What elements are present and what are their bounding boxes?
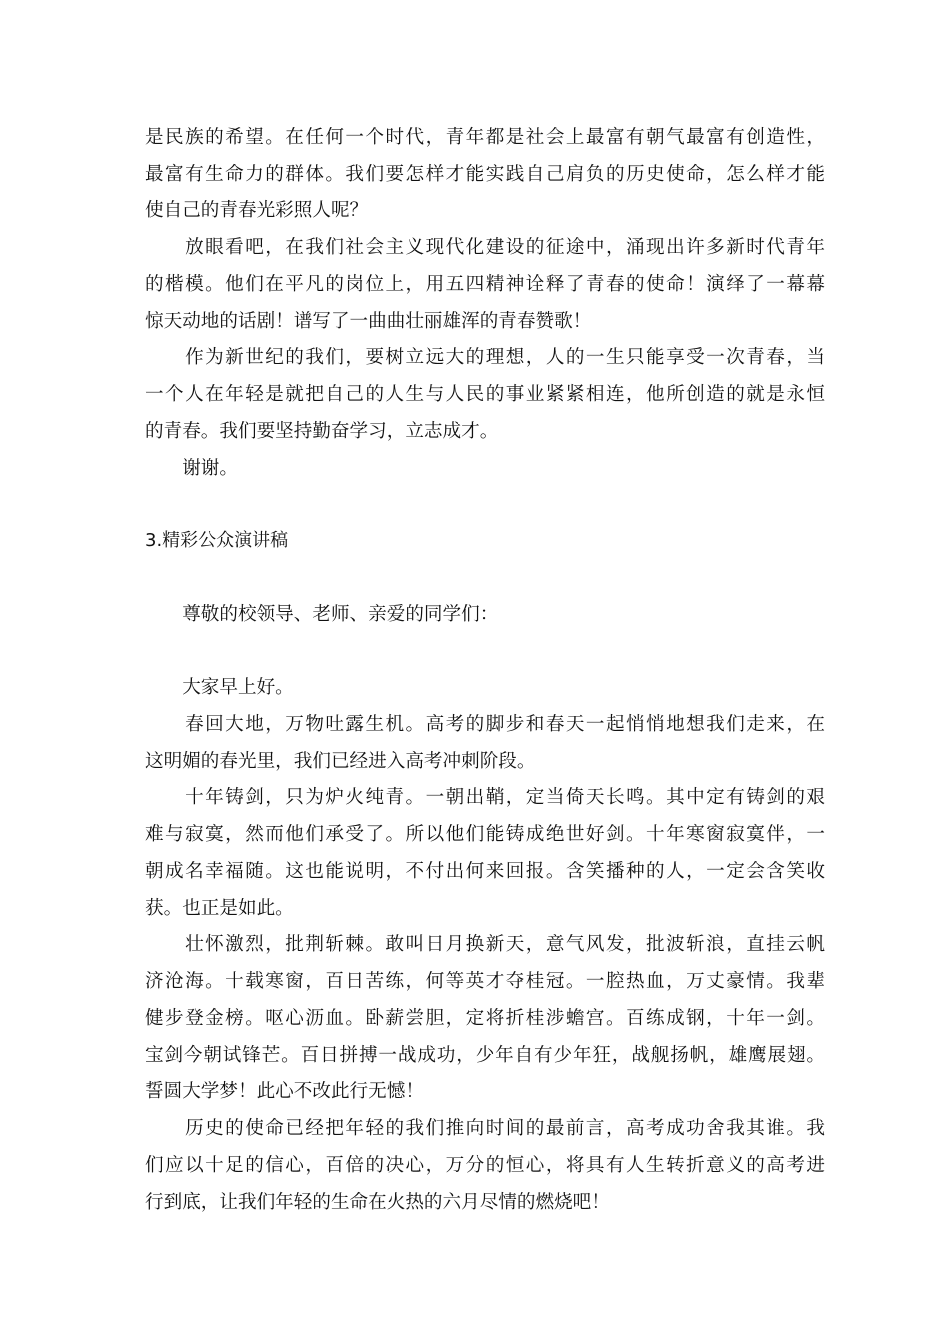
text-line: 们应以十足的信心，百倍的决心，万分的恒心，将具有人生转折意义的高考进	[145, 1155, 825, 1176]
text-line: 使自己的青春光彩照人呢？	[145, 200, 369, 221]
text-line: 惊天动地的话剧！谱写了一曲曲壮丽雄浑的青春赞歌！	[145, 311, 592, 332]
text-line: 谢谢。	[145, 458, 238, 479]
text-line: 宝剑今朝试锋芒。百日拼搏一战成功，少年自有少年狂，战舰扬帆，雄鹰展翅。	[145, 1045, 825, 1066]
text-line: 难与寂寞，然而他们承受了。所以他们能铸成绝世好剑。十年寒窗寂寞伴，一	[145, 824, 825, 845]
text-line: 济沧海。十载寒窗，百日苦练，何等英才夺桂冠。一腔热血，万丈豪情。我辈	[145, 971, 825, 992]
text-line: 行到底，让我们年轻的生命在火热的六月尽情的燃烧吧！	[145, 1192, 610, 1213]
section-heading: 3.精彩公众演讲稿	[145, 530, 289, 551]
text-line: 春回大地，万物吐露生机。高考的脚步和春天一起悄悄地想我们走来，在	[145, 714, 825, 735]
greeting: 大家早上好。	[145, 677, 294, 698]
text-line: 誓圆大学梦！此心不改此行无憾！	[145, 1081, 424, 1102]
text-line: 十年铸剑，只为炉火纯青。一朝出鞘，定当倚天长鸣。其中定有铸剑的艰	[145, 787, 825, 808]
text-line: 放眼看吧，在我们社会主义现代化建设的征途中，涌现出许多新时代青年	[145, 237, 825, 258]
text-line: 的楷模。他们在平凡的岗位上，用五四精神诠释了青春的使命！演绎了一幕幕	[145, 274, 825, 295]
text-line: 健步登金榜。呕心沥血。卧薪尝胆，定将折桂涉蟾宫。百练成钢，十年一剑。	[145, 1008, 825, 1029]
salutation: 尊敬的校领导、老师、亲爱的同学们：	[145, 604, 499, 625]
text-line: 壮怀激烈，批荆斩棘。敢叫日月换新天，意气风发，批波斩浪，直挂云帆	[145, 934, 825, 955]
text-line: 历史的使命已经把年轻的我们推向时间的最前言，高考成功舍我其谁。我	[145, 1118, 825, 1139]
text-line: 是民族的希望。在任何一个时代，青年都是社会上最富有朝气最富有创造性，	[145, 127, 825, 148]
text-line: 作为新世纪的我们，要树立远大的理想，人的一生只能享受一次青春，当	[145, 347, 825, 368]
text-line: 的青春。我们要坚持勤奋学习，立志成才。	[145, 421, 499, 442]
text-line: 一个人在年轻是就把自己的人生与人民的事业紧紧相连，他所创造的就是永恒	[145, 384, 825, 405]
text-line: 这明媚的春光里，我们已经进入高考冲刺阶段。	[145, 751, 536, 772]
text-line: 获。也正是如此。	[145, 898, 294, 919]
text-line: 朝成名幸福随。这也能说明，不付出何来回报。含笑播种的人，一定会含笑收	[145, 861, 825, 882]
text-line: 最富有生命力的群体。我们要怎样才能实践自己肩负的历史使命，怎么样才能	[145, 164, 825, 185]
